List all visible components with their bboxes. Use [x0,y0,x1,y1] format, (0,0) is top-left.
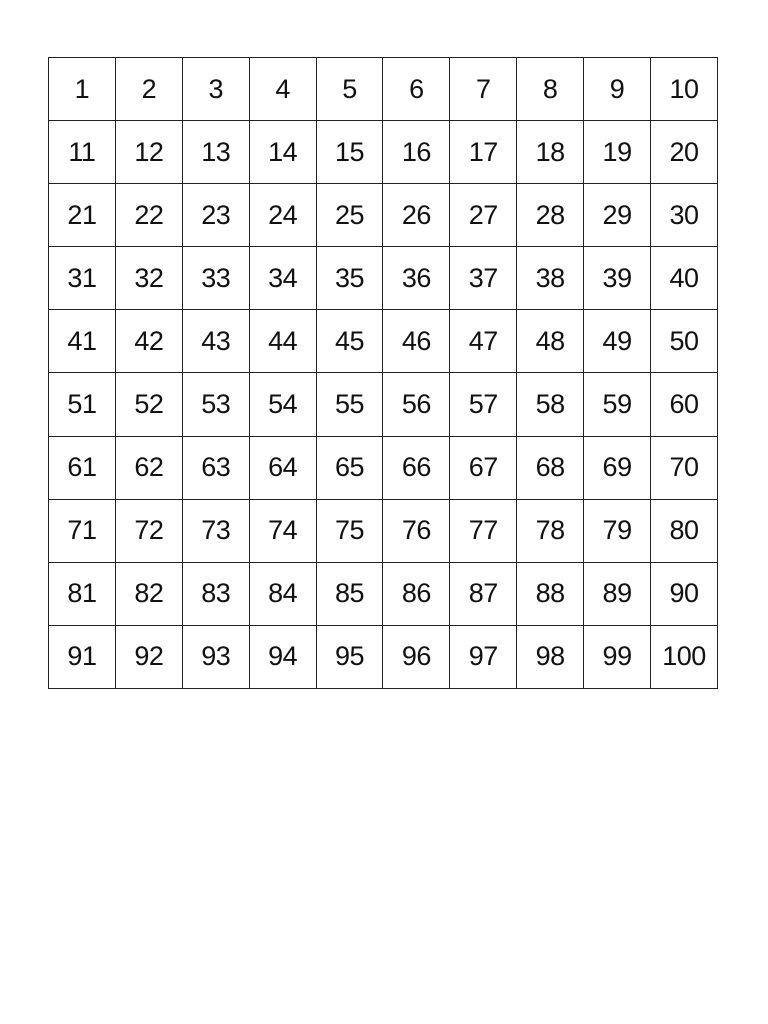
number-cell: 84 [249,562,316,625]
number-cell: 85 [316,562,383,625]
number-cell: 11 [49,121,116,184]
number-cell: 81 [49,562,116,625]
number-cell: 13 [182,121,249,184]
number-cell: 77 [450,499,517,562]
number-cell: 69 [584,436,651,499]
table-row [49,373,718,436]
number-cell: 50 [651,310,718,373]
number-cell: 2 [115,58,182,121]
number-cell: 57 [450,373,517,436]
number-cell: 21 [49,184,116,247]
number-cell: 97 [450,625,517,688]
table-row [49,184,718,247]
number-cell: 33 [182,247,249,310]
number-cell: 62 [115,436,182,499]
table-row [49,499,718,562]
number-cell: 12 [115,121,182,184]
number-cell: 83 [182,562,249,625]
number-cell: 6 [383,58,450,121]
number-cell: 36 [383,247,450,310]
number-cell: 95 [316,625,383,688]
number-cell: 1 [49,58,116,121]
number-cell: 64 [249,436,316,499]
hundred-chart-grid [48,57,718,689]
number-cell: 27 [450,184,517,247]
number-cell: 76 [383,499,450,562]
number-cell: 65 [316,436,383,499]
number-cell: 34 [249,247,316,310]
number-cell: 82 [115,562,182,625]
number-cell: 14 [249,121,316,184]
number-cell: 58 [517,373,584,436]
table-row [49,562,718,625]
number-cell: 46 [383,310,450,373]
number-cell: 28 [517,184,584,247]
number-cell: 94 [249,625,316,688]
number-cell: 20 [651,121,718,184]
number-cell: 17 [450,121,517,184]
number-cell: 96 [383,625,450,688]
number-cell: 56 [383,373,450,436]
table-row [49,625,718,688]
number-cell: 54 [249,373,316,436]
number-cell: 99 [584,625,651,688]
number-cell: 9 [584,58,651,121]
number-cell: 16 [383,121,450,184]
number-cell: 75 [316,499,383,562]
number-cell: 67 [450,436,517,499]
number-cell: 23 [182,184,249,247]
number-cell: 80 [651,499,718,562]
number-cell: 61 [49,436,116,499]
number-cell: 37 [450,247,517,310]
number-cell: 19 [584,121,651,184]
number-cell: 31 [49,247,116,310]
number-cell: 52 [115,373,182,436]
number-cell: 86 [383,562,450,625]
number-cell: 66 [383,436,450,499]
number-cell: 18 [517,121,584,184]
table-row [49,247,718,310]
number-cell: 43 [182,310,249,373]
number-cell: 98 [517,625,584,688]
number-cell: 74 [249,499,316,562]
number-cell: 49 [584,310,651,373]
number-cell: 24 [249,184,316,247]
number-cell: 35 [316,247,383,310]
number-cell: 40 [651,247,718,310]
number-cell: 73 [182,499,249,562]
number-cell: 89 [584,562,651,625]
number-cell: 70 [651,436,718,499]
table-row [49,310,718,373]
number-cell: 5 [316,58,383,121]
number-cell: 25 [316,184,383,247]
number-cell: 4 [249,58,316,121]
number-cell: 38 [517,247,584,310]
number-cell: 7 [450,58,517,121]
number-cell: 30 [651,184,718,247]
number-cell: 10 [651,58,718,121]
table-row [49,58,718,121]
number-cell: 63 [182,436,249,499]
number-cell: 26 [383,184,450,247]
number-cell: 53 [182,373,249,436]
table-row [49,436,718,499]
number-cell: 47 [450,310,517,373]
number-cell: 92 [115,625,182,688]
number-cell: 60 [651,373,718,436]
number-cell: 42 [115,310,182,373]
number-cell: 71 [49,499,116,562]
number-cell: 91 [49,625,116,688]
number-cell: 48 [517,310,584,373]
number-cell: 3 [182,58,249,121]
table-row [49,121,718,184]
number-cell: 41 [49,310,116,373]
number-cell: 78 [517,499,584,562]
number-cell: 8 [517,58,584,121]
number-cell: 29 [584,184,651,247]
number-cell: 45 [316,310,383,373]
grid-body [49,58,718,689]
number-cell: 93 [182,625,249,688]
number-cell: 90 [651,562,718,625]
number-cell: 88 [517,562,584,625]
number-cell: 39 [584,247,651,310]
number-cell: 87 [450,562,517,625]
number-cell: 68 [517,436,584,499]
number-cell: 51 [49,373,116,436]
number-cell: 55 [316,373,383,436]
number-cell: 22 [115,184,182,247]
number-cell: 15 [316,121,383,184]
number-cell: 100 [651,625,718,688]
number-cell: 44 [249,310,316,373]
number-cell: 72 [115,499,182,562]
number-cell: 59 [584,373,651,436]
number-cell: 79 [584,499,651,562]
number-cell: 32 [115,247,182,310]
